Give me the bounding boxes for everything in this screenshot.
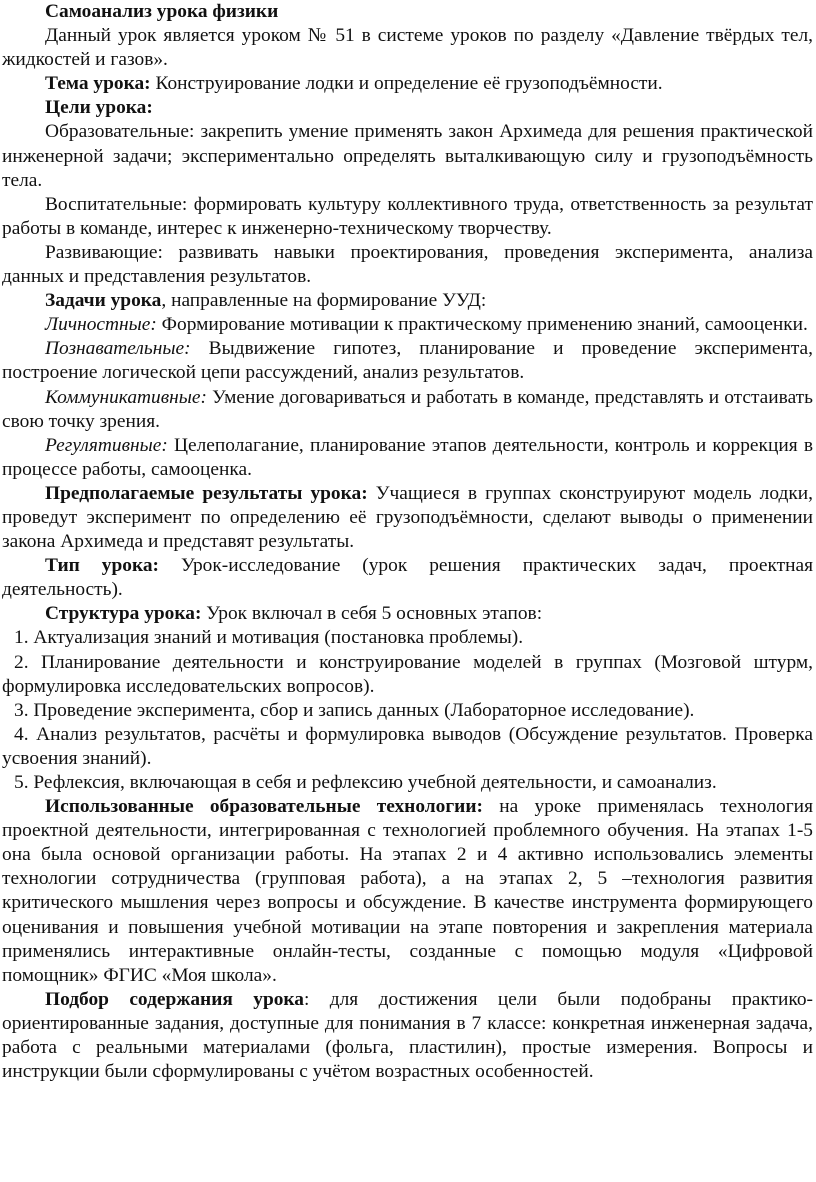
results-paragraph	[2, 482, 813, 554]
results-label: Предполагаемые результаты урока:	[45, 482, 368, 504]
topic-paragraph	[2, 72, 813, 96]
stage-item-2: 2. Планирование деятельности и конструирование моделей в группах (Мозговой штурм, формулировка исследовательских вопросов).	[2, 651, 813, 697]
results-text: Учащиеся в группах сконструируют модель лодки, проведут эксперимент по определению её грузоподъёмности, сделают выводы о применении закона Архимеда и представят результаты.	[2, 482, 813, 553]
task-cognitive-label: Познавательные:	[45, 338, 191, 360]
task-cognitive	[2, 337, 813, 385]
lesson-type-label: Тип урока:	[45, 555, 159, 577]
stage-item-3: 3. Проведение эксперимента, сбор и запись данных (Лабораторное исследование).	[14, 699, 695, 721]
title-text: Самоанализ урока физики	[45, 1, 279, 22]
technologies-paragraph	[2, 795, 813, 988]
content-selection-paragraph	[2, 988, 813, 1084]
topic-text: Конструирование лодки и определение её грузоподъёмности.	[150, 73, 663, 95]
structure-text: Урок включал в себя 5 основных этапов:	[201, 603, 543, 625]
task-communicative	[2, 386, 813, 434]
goals-label: Цели урока:	[45, 97, 153, 119]
goal-upbringing: Воспитательные: формировать культуру коллективного труда, ответственность за результат работы в команде, интерес к инженерно-техническому творчеству.	[2, 193, 813, 239]
task-personal-text: Формирование мотивации к практическому применению знаний, самооценки.	[156, 314, 808, 336]
technologies-text: на уроке применялась технология проектной деятельности, интегрированная с технологией проблемного обучения. На этапах 1-5 она была основой организации работы. На этапах 2 и 4 активно использовались элементы технологии сотрудничества (групповая работа), а на этапах 2, 5 –технология развития критического мышления через вопросы и обсуждение. В качестве инструмента формирующего оценивания и повышения учебной мотивации на этапе повторения и закрепления материала применялись интерактивные онлайн-тесты, созданные с помощью модуля «Цифровой помощник» ФГИС «Моя школа».	[2, 796, 813, 986]
structure-paragraph	[2, 602, 813, 626]
task-communicative-text: Умение договариваться и работать в команде, представлять и отстаивать свою точку зрения.	[2, 386, 813, 432]
task-communicative-label: Коммуникативные:	[45, 386, 207, 408]
task-regulatory-label: Регулятивные:	[45, 434, 168, 456]
intro-paragraph: Данный урок является уроком № 51 в системе уроков по разделу «Давление твёрдых тел, жидкостей и газов».	[2, 25, 813, 71]
goal-developing: Развивающие: развивать навыки проектирования, проведения эксперимента, анализа данных и представления результатов.	[2, 241, 813, 288]
technologies-label: Использованные образовательные технологии:	[45, 796, 483, 818]
task-personal	[2, 313, 813, 337]
tasks-heading	[2, 289, 813, 313]
document-title	[2, 0, 813, 24]
stage-item-4: 4. Анализ результатов, расчёты и формулировка выводов (Обсуждение результатов. Проверка усвоения знаний).	[2, 723, 813, 769]
stage-item-1: 1. Актуализация знаний и мотивация (постановка проблемы).	[14, 627, 524, 649]
structure-label: Структура урока:	[45, 603, 202, 625]
task-regulatory	[2, 434, 813, 482]
content-selection-text: : для достижения цели были подобраны практико-ориентированные задания, доступные для понимания в 7 классе: конкретная инженерная задача, работа с реальными материалами (фольга, пластилин), простые измерения. Вопросы и инструкции были сформулированы с учётом возрастных особенностей.	[2, 988, 813, 1083]
goal-educational: Образовательные: закрепить умение применять закон Архимеда для решения практической инженерной задачи; экспериментально определять выталкивающую силу и грузоподъёмность тела.	[2, 121, 813, 191]
lesson-type-text: Урок-исследование (урок решения практических задач, проектная деятельность).	[2, 555, 813, 601]
goals-heading	[2, 96, 813, 120]
task-cognitive-text: Выдвижение гипотез, планирование и проведение эксперимента, построение логической цепи рассуждений, анализ результатов.	[2, 338, 813, 384]
content-selection-label: Подбор содержания урока	[45, 988, 304, 1010]
stage-item-5: 5. Рефлексия, включающая в себя и рефлексию учебной деятельности, и самоанализ.	[14, 772, 717, 793]
lesson-type-paragraph	[2, 554, 813, 602]
tasks-label: Задачи урока	[45, 290, 162, 312]
task-regulatory-text: Целеполагание, планирование этапов деятельности, контроль и коррекция в процессе работы, самооценка.	[2, 434, 813, 480]
task-personal-label: Личностные:	[45, 314, 157, 336]
tasks-text: , направленные на формирование УУД:	[161, 290, 487, 312]
topic-label: Тема урока:	[45, 73, 151, 95]
